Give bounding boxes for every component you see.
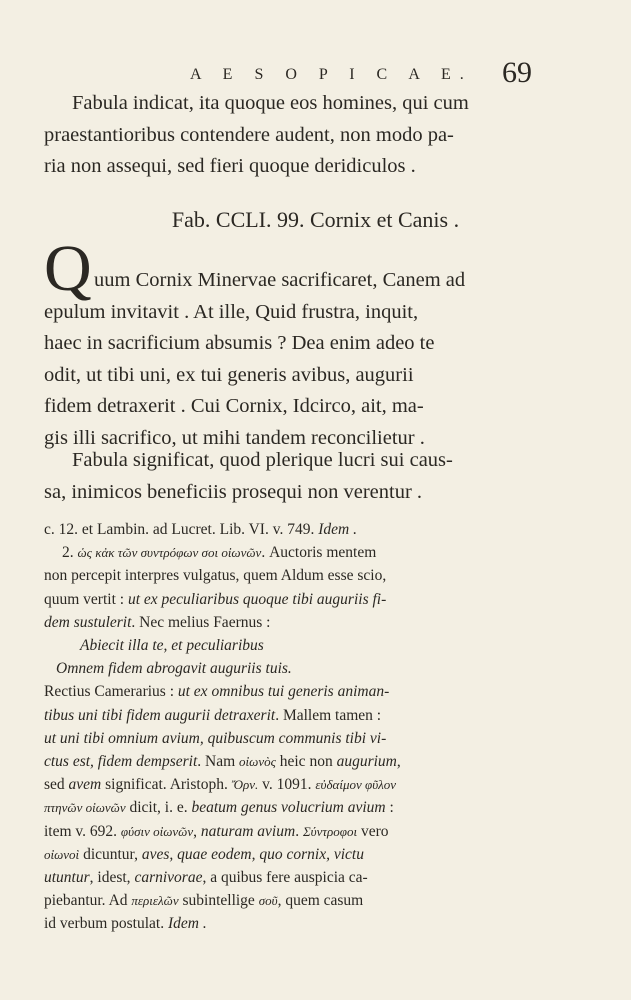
fable-title: Fab. CCLI. 99. Cornix et Canis . bbox=[171, 207, 460, 232]
text-line: odit, ut tibi uni, ex tui generis avibus, augurii bbox=[44, 363, 414, 386]
running-title: A E S O P I C A E. bbox=[190, 66, 473, 83]
note-line: πτηνῶν οἰωνῶν dicit, i. e. beatum genus volucrium avium : bbox=[44, 799, 394, 817]
text-line: epulum invitavit . At ille, Quid frustra, inquit, bbox=[44, 300, 419, 323]
page-header bbox=[190, 56, 550, 92]
note-line: item v. 692. φύσιν οἰωνῶν, naturam avium. Σύντροφοι vero bbox=[44, 822, 389, 840]
text-line: fidem detraxerit . Cui Cornix, Idcirco, ait, ma- bbox=[44, 395, 424, 417]
text-line: haec in sacrificium absumis ? Dea enim adeo te bbox=[44, 332, 435, 354]
moral-paragraph-previous bbox=[44, 88, 544, 183]
note-line: tibus uni tibi fidem augurii detraxerit. Mallem tamen : bbox=[44, 706, 382, 724]
text-line: uum Cornix Minervae sacrificaret, Canem ad bbox=[94, 269, 466, 291]
verse-line: Abiecit illa te, et peculiaribus bbox=[80, 637, 264, 655]
note-line: c. 12. et Lambin. ad Lucret. Lib. VI. v. 749. Idem . bbox=[44, 521, 357, 538]
note-line: ut uni tibi omnium avium, quibuscum communis tibi vi- bbox=[44, 729, 387, 747]
note-line: sed avem significat. Aristoph. Ὄρν. v. 1091. εὐδαίμον φῦλον bbox=[44, 776, 397, 794]
fable-paragraph bbox=[44, 265, 544, 454]
text-line: Fabula indicat, ita quoque eos homines, qui cum bbox=[72, 92, 469, 114]
note-line: 2. ὡς κἀκ τῶν συντρόφων σοι οἰωνῶν. Auctoris mentem bbox=[62, 544, 377, 562]
moral-paragraph bbox=[44, 445, 544, 508]
text-line: praestantioribus contendere audent, non modo pa- bbox=[44, 123, 454, 146]
footnotes bbox=[44, 518, 544, 936]
note-line: piebantur. Ad περιελῶν subintellige σοῦ, quem casum bbox=[44, 892, 364, 910]
note-line: Rectius Camerarius : ut ex omnibus tui generis animan- bbox=[44, 683, 390, 701]
note-line: id verbum postulat. Idem . bbox=[44, 915, 207, 933]
note-line: dem sustulerit. Nec melius Faernus : bbox=[44, 613, 271, 631]
text-line: gis illi sacrifico, ut mihi tandem reconcilietur . bbox=[44, 426, 425, 449]
note-line: utuntur, idest, carnivorae, a quibus fere auspicia ca- bbox=[44, 869, 368, 887]
note-line: non percepit interpres vulgatus, quem Aldum esse scio, bbox=[44, 567, 387, 585]
note-line: οἰωνοὶ dicuntur, aves, quae eodem, quo cornix, victu bbox=[44, 845, 364, 863]
text-line: Fabula significat, quod plerique lucri sui caus- bbox=[72, 449, 453, 471]
text-line: sa, inimicos beneficiis prosequi non verentur . bbox=[44, 480, 423, 503]
page-number: 69 bbox=[502, 56, 532, 89]
note-line: ctus est, fidem dempserit. Nam οἰωνὸς heic non augurium, bbox=[44, 753, 401, 771]
verse-line: Omnem fidem abrogavit auguriis tuis. bbox=[56, 660, 292, 678]
drop-cap: Q bbox=[44, 232, 92, 305]
note-line: quum vertit : ut ex peculiaribus quoque tibi auguriis fi- bbox=[44, 590, 387, 608]
text-line: ria non assequi, sed fieri quoque deridiculos . bbox=[44, 155, 416, 177]
